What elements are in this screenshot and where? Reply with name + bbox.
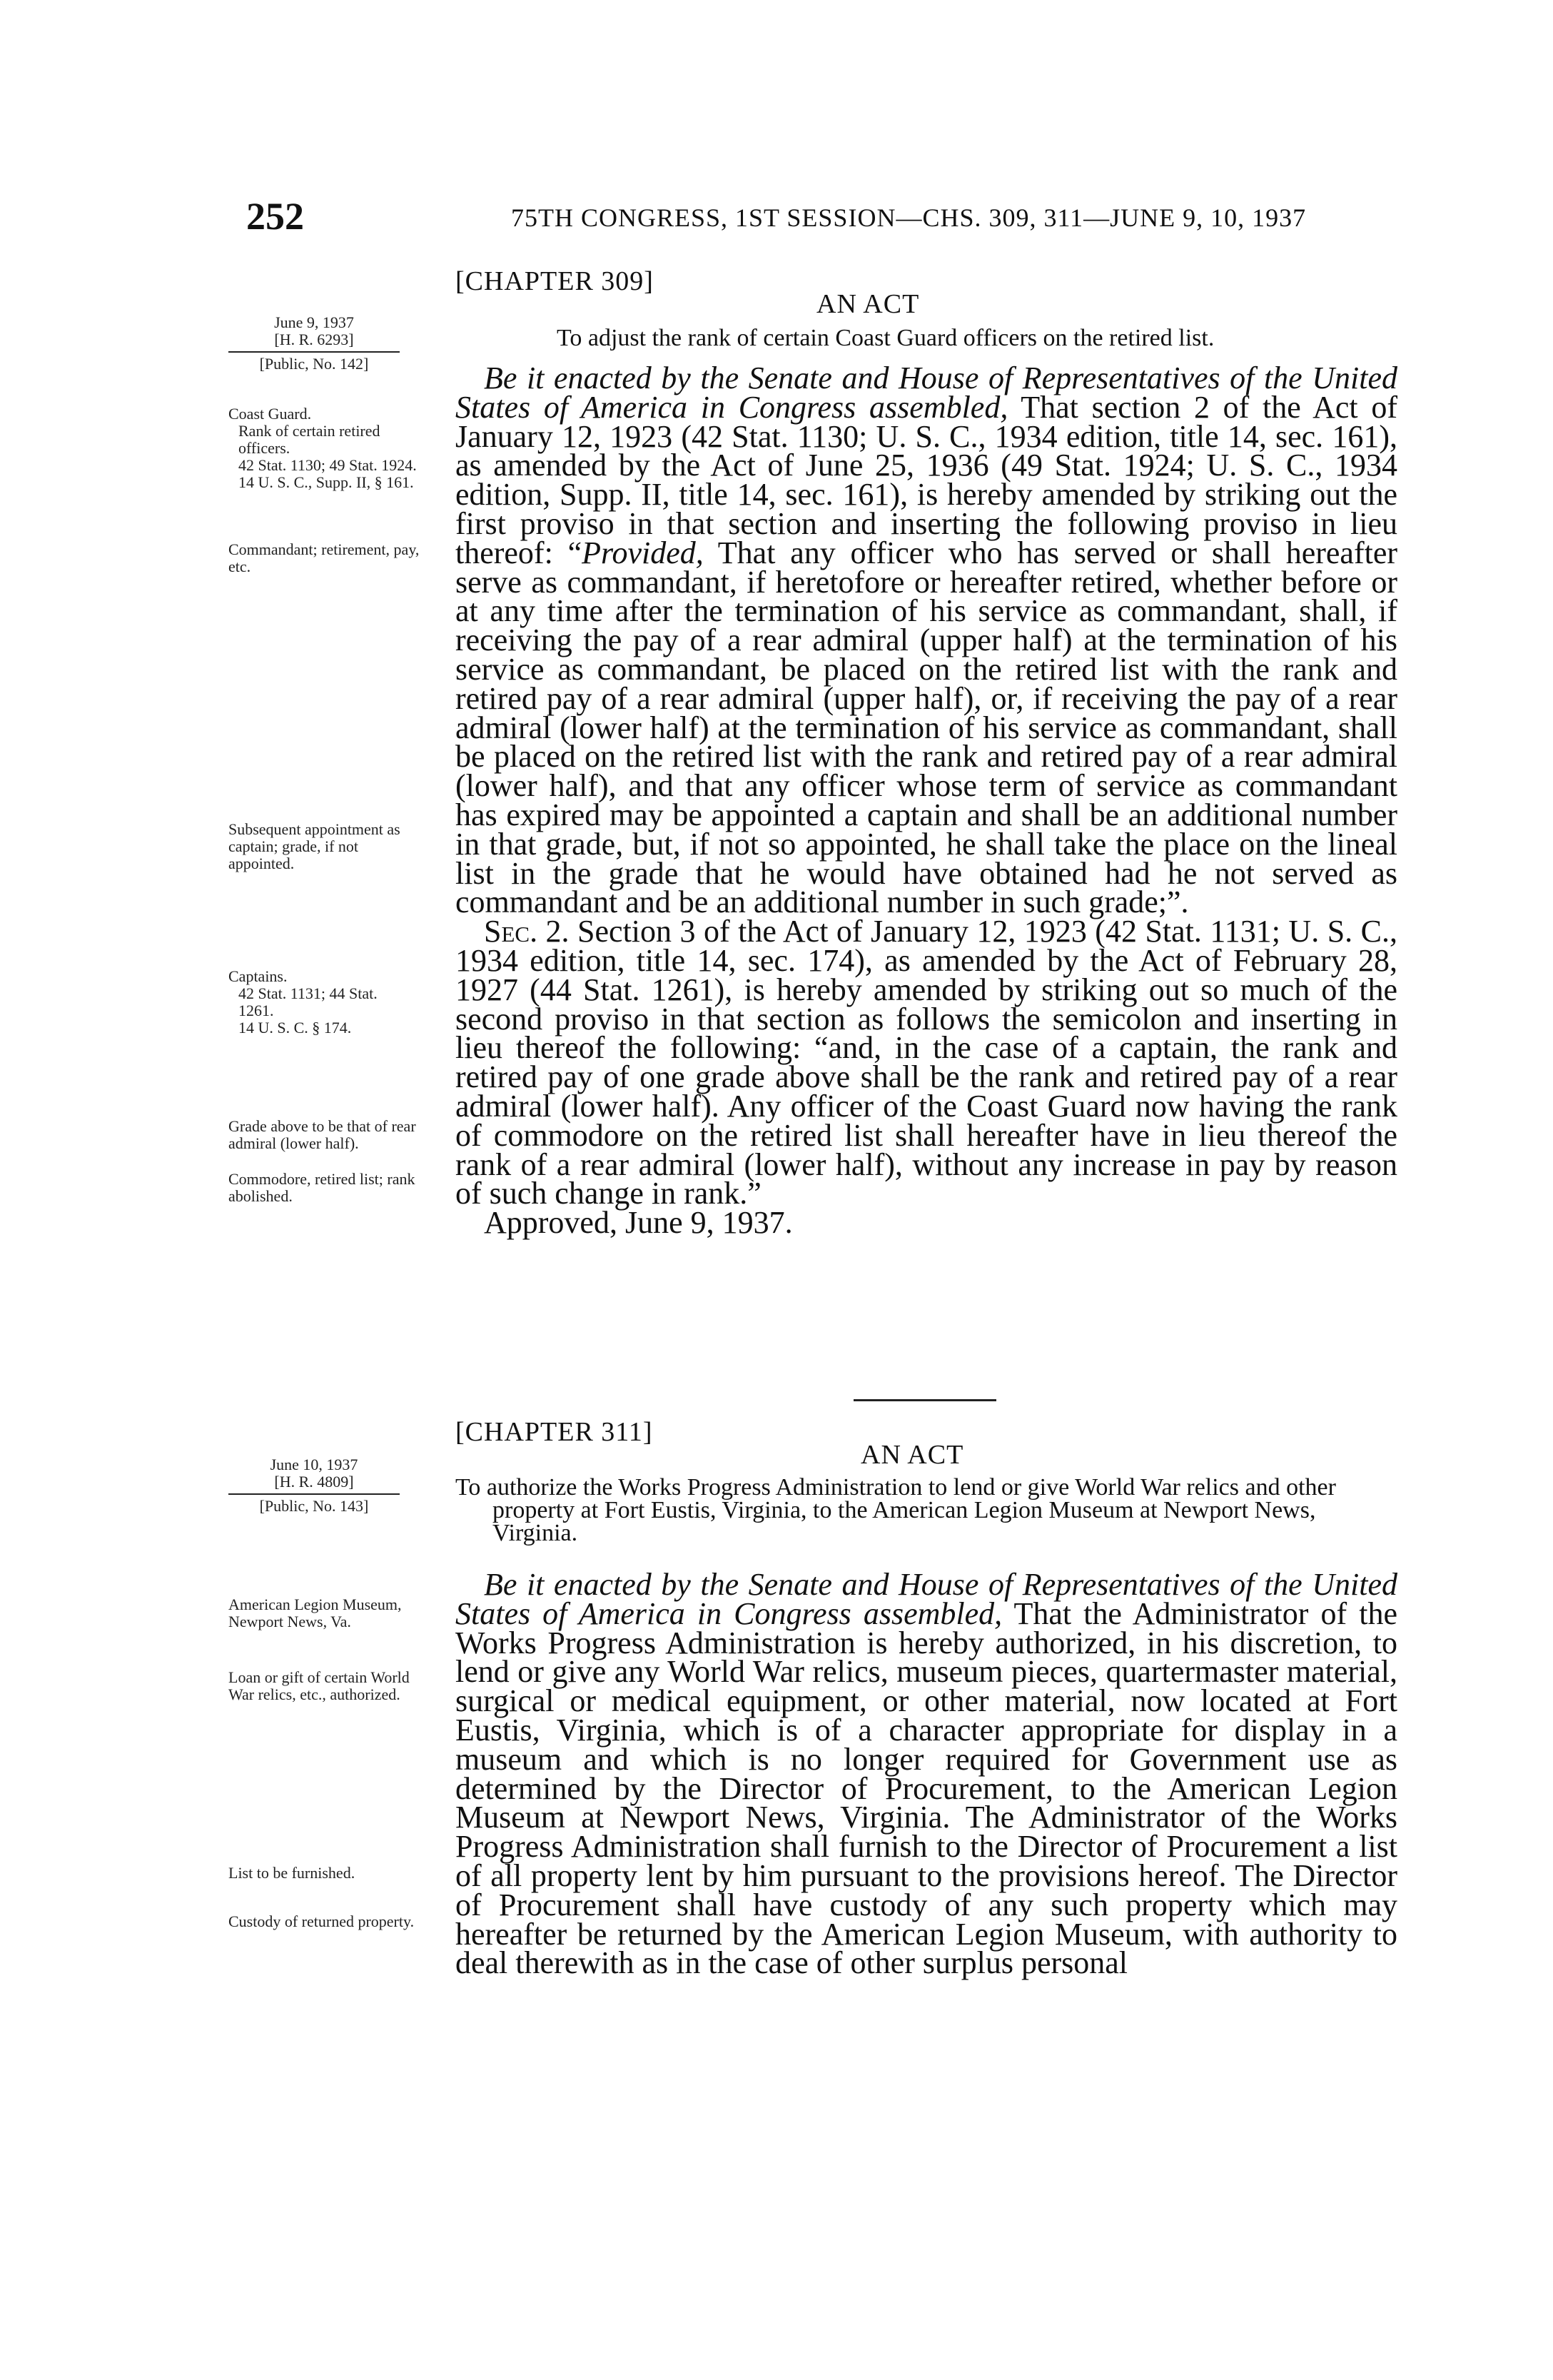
chapter-309-purpose: To adjust the rank of certain Coast Guard officers on the retired list. (557, 325, 1215, 351)
ref-bill: [H. R. 6293] (274, 331, 354, 348)
chapter-311-reference (228, 1456, 400, 1515)
ref-bill: [H. R. 4809] (274, 1473, 354, 1491)
margin-stat-1131: 42 Stat. 1131; 44 Stat. 1261. (238, 984, 378, 1019)
chapter-311-act-label: AN ACT (861, 1440, 964, 1470)
margin-usc-161: 14 U. S. C., Supp. II, § 161. (238, 473, 414, 491)
chapter-309-reference (228, 314, 400, 373)
enacting-clause: Be it enacted by the Senate and House of Representatives of the United States of America in Congress assembled, (455, 1567, 1397, 1631)
page-number: 252 (246, 195, 304, 238)
margin-note-grade-above: Grade above to be that of rear admiral (lower half). (228, 1117, 416, 1152)
chapter-309-approved: Approved, June 9, 1937. (484, 1205, 793, 1241)
enacting-clause: Be it enacted by the Senate and House of Representatives of the United States of America in Congress assembled, (455, 360, 1397, 425)
ref-date: June 9, 1937 (274, 313, 354, 331)
section-2-label: Sec. 2. (484, 914, 570, 949)
margin-note-custody: Custody of returned property. (228, 1912, 415, 1930)
margin-captains: Captains. (228, 967, 288, 985)
margin-note-coast-guard (228, 405, 435, 491)
margin-note-list: List to be furnished. (228, 1864, 355, 1882)
ref-rule (228, 351, 400, 353)
margin-stat-1130: 42 Stat. 1130; 49 Stat. 1924. (238, 456, 417, 474)
margin-note-museum: American Legion Museum, Newport News, Va. (228, 1595, 402, 1630)
chapter-309-heading: [CHAPTER 309] (455, 266, 654, 296)
margin-rank-retired: Rank of certain retired officers. (238, 422, 380, 457)
ref-public: [Public, No. 143] (259, 1497, 369, 1515)
chapter-311-purpose: To authorize the Works Progress Administration to lend or give World War relics and other property at Fort Eustis, Virginia, to the American Legion Museum at Newport News, Virginia. (455, 1474, 1336, 1546)
margin-note-commodore: Commodore, retired list; rank abolished. (228, 1170, 415, 1205)
chapter-divider (854, 1399, 996, 1401)
chapter-309-section-1: Be it enacted by the Senate and House of Representatives of the United States of America in Congress assembled, That section 2 of the Act of January 12, 1923 (42 Stat. 1130; U. S. C., 1934 edition, title 14, sec. 161), as amended by the Act of June 25, 1936 (49 Stat. 1924; U. S. C., 1934 edition, Supp. II, title 14, sec. 161), is hereby amended by striking out the first proviso in that section and inserting the following proviso in lieu thereof: “Provided, That any officer who has served or shall hereafter serve as commandant, if heretofore or hereafter retired, whether before or at any time after the termination of his service as commandant, shall, if receiving the pay of a rear admiral (upper half) at the termination of his service as commandant, be placed on the retired list with the rank and retired pay of a rear admiral (upper half), or, if receiving the pay of a rear admiral (lower half) at the termination of his service as commandant, shall be placed on the retired list with the rank and retired pay of a rear admiral (lower half), and that any officer whose term of service as commandant has expired may be appointed a captain and shall be an additional number in that grade, but, if not so appointed, he shall take the place on the lineal list in the grade that he would have obtained had he not served as commandant and be an additional number in such grade;”. (455, 360, 1398, 920)
chapter-309-body (455, 360, 1398, 1241)
provided-keyword: Provided, (582, 535, 704, 570)
margin-usc-174: 14 U. S. C. § 174. (238, 1019, 352, 1037)
ref-public: [Public, No. 142] (259, 355, 369, 373)
margin-note-commandant: Commandant; retirement, pay, etc. (228, 540, 420, 575)
chapter-311-body (455, 1567, 1397, 1981)
chapter-311-section-1: Be it enacted by the Senate and House of Representatives of the United States of America in Congress assembled, That the Administrator of the Works Progress Administration is hereby authorized, in his discretion, to lend or give any World War relics, museum pieces, quartermaster material, surgical or medical equipment, or other material, now located at Fort Eustis, Virginia, which is of a character appropriate for display in a museum and which is no longer required for Government use as determined by the Director of Procurement, to the American Legion Museum at Newport News, Virginia. The Administrator of the Works Progress Administration shall furnish to the Director of Procurement a list of all property lent by him pursuant to the provisions hereof. The Director of Procurement shall have custody of any such property which may hereafter be returned by the American Legion Museum, with authority to deal therewith as in the case of other surplus personal (455, 1567, 1397, 1981)
chapter-309-act-label: AN ACT (816, 289, 920, 319)
ref-rule (228, 1493, 400, 1495)
running-head: 75TH CONGRESS, 1ST SESSION—CHS. 309, 311—JUNE 9, 10, 1937 (511, 203, 1307, 232)
margin-coast-guard: Coast Guard. (228, 405, 312, 423)
margin-note-captains (228, 968, 414, 1037)
margin-note-subsequent: Subsequent appointment as captain; grade, if not appointed. (228, 820, 400, 872)
chapter-311-heading: [CHAPTER 311] (455, 1417, 653, 1447)
ref-date: June 10, 1937 (270, 1456, 358, 1473)
chapter-309-section-2: Sec. 2. Section 3 of the Act of January 12, 1923 (42 Stat. 1131; U. S. C., 1934 edition, title 14, sec. 174), as amended by the Act of February 28, 1927 (44 Stat. 1261), is hereby amended by striking out so much of the second proviso in that section as follows the semicolon and inserting in lieu thereof the following: “and, in the case of a captain, the rank and retired pay of one grade above shall be the rank and retired pay of a rear admiral (lower half). Any officer of the Coast Guard now having the rank of commodore on the retired list shall hereafter have in lieu thereof the rank of a rear admiral (lower half), without any increase in pay by reason of such change in rank.” (455, 914, 1397, 1211)
margin-note-loan: Loan or gift of certain World War relics, etc., authorized. (228, 1668, 410, 1703)
